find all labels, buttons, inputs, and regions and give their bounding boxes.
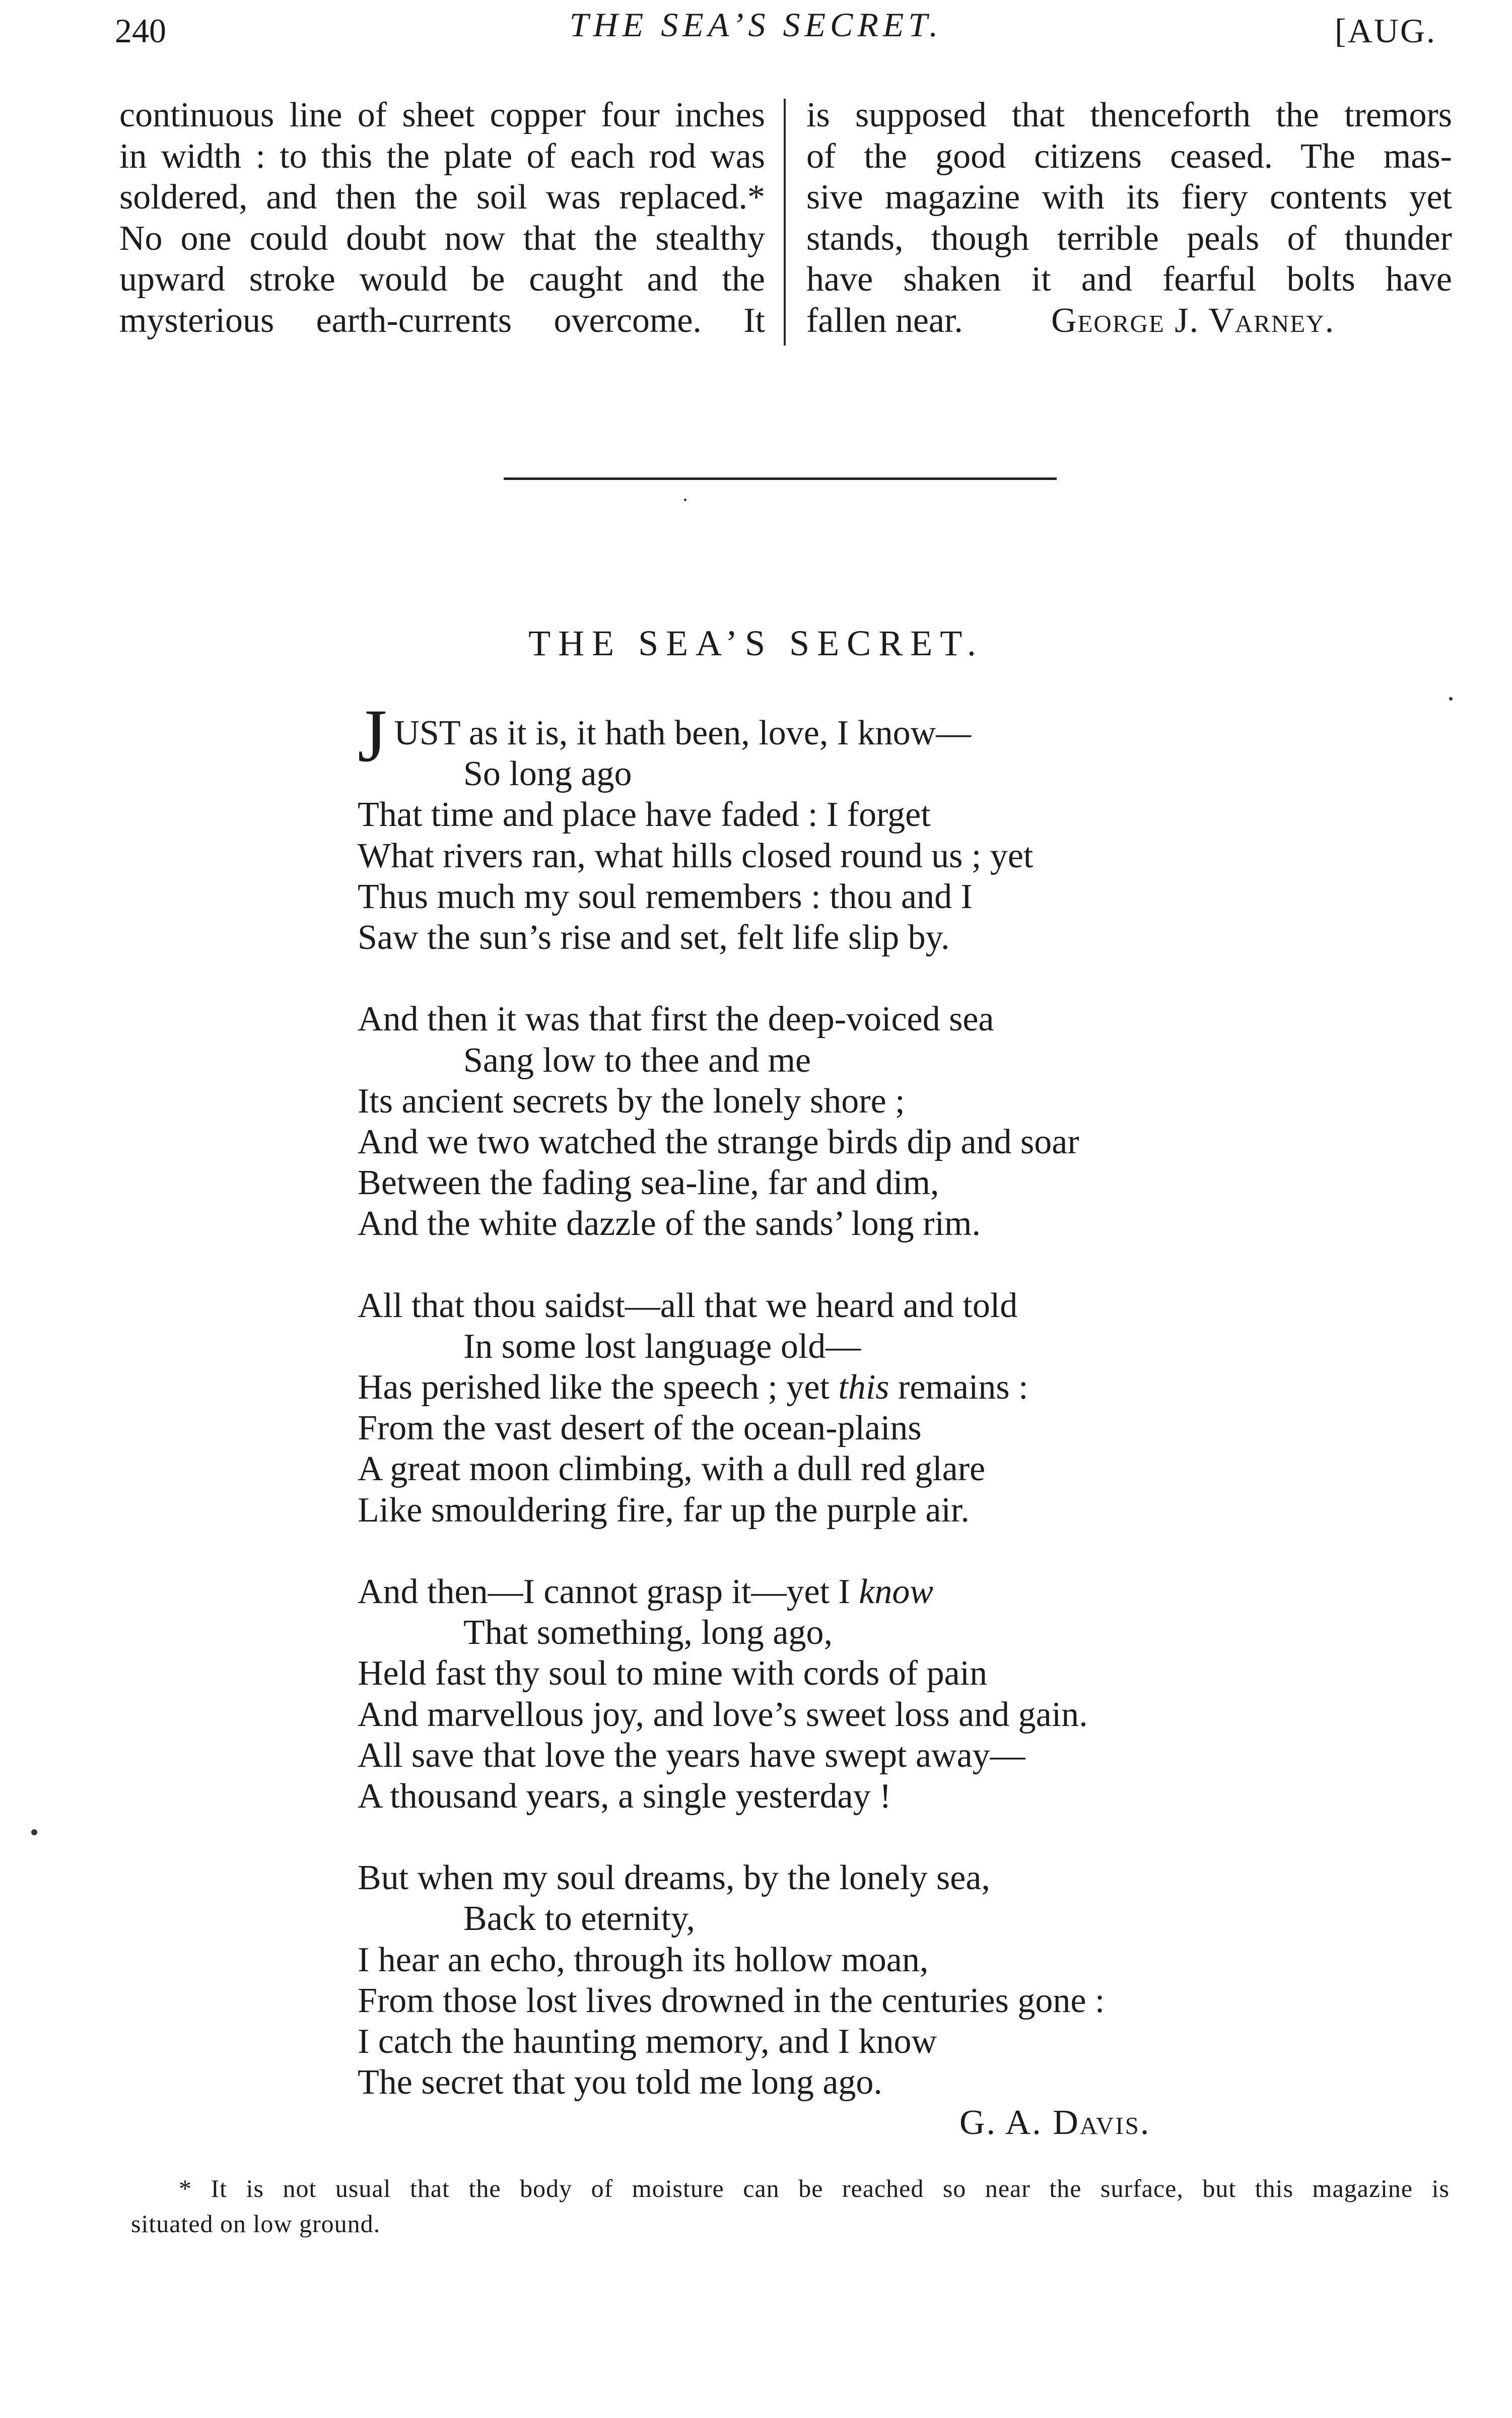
poem-line: Back to eternity, <box>463 1899 696 1939</box>
poem-line: In some lost language old— <box>463 1327 861 1366</box>
poem-line <box>358 1367 1105 1408</box>
poem-line: A thousand years, a single yesterday ! <box>358 1776 891 1816</box>
poem-line: I hear an echo, through its hollow moan, <box>358 1940 929 1979</box>
prose-line: upward stroke would be caught and the <box>119 260 765 299</box>
poem-line: All that thou saidst—all that we heard and told <box>358 1286 1018 1325</box>
poem-body <box>358 694 1105 2103</box>
poem-line: And the white dazzle of the sands’ long rim. <box>358 1204 981 1243</box>
poem-line: Its ancient secrets by the lonely shore ; <box>358 1081 905 1121</box>
poem-line: But when my soul dreams, by the lonely sea, <box>358 1858 990 1898</box>
prose-line: is supposed that thenceforth the tremors <box>806 96 1452 134</box>
poem-line: What rivers ran, what hills closed round us ; yet <box>358 836 1034 875</box>
poem-line: From the vast desert of the ocean-plains <box>358 1409 922 1448</box>
poem-line-part: remains : <box>889 1368 1028 1407</box>
poem-line: A great moon climbing, with a dull red glare <box>358 1449 986 1489</box>
poem-line: All save that love the years have swept away— <box>358 1736 1025 1775</box>
stanza-break <box>358 958 1105 999</box>
poem-line-part: And then—I cannot grasp it—yet I <box>358 1572 859 1611</box>
drop-cap: J <box>358 694 387 778</box>
prose-line: in width : to this the plate of each rod was <box>119 136 765 176</box>
prose-line: soldered, and then the soil was replaced.* <box>119 178 765 217</box>
poem-line: Sang low to thee and me <box>463 1041 811 1080</box>
scan-speck <box>684 499 686 501</box>
poem-line <box>358 1571 1105 1612</box>
poem-title: THE SEA’S SECRET. <box>528 623 984 663</box>
footnote-line: * It is not usual that the body of moisture can be reached so near the surface, but this magazine is <box>179 2174 1450 2202</box>
prose-line: of the good citizens ceased. The mas- <box>806 136 1452 176</box>
stanza-break <box>358 1817 1105 1857</box>
prose-line: have shaken it and fearful bolts have <box>806 260 1452 299</box>
poem-line: The secret that you told me long ago. <box>358 2063 882 2102</box>
running-month: [AUG. <box>1335 12 1436 50</box>
poem-line: And then it was that first the deep-voiced sea <box>358 1000 994 1039</box>
poem-line: Thus much my soul remembers : thou and I <box>358 877 973 916</box>
prose-last-line <box>806 300 1452 341</box>
running-title: THE SEA’S SECRET. <box>569 6 943 44</box>
prose-line: No one could doubt now that the stealthy <box>119 219 765 258</box>
scan-speck <box>1449 697 1453 701</box>
poem-line: And we two watched the strange birds dip and soar <box>358 1122 1079 1161</box>
poem-first-line: UST as it is, it hath been, love, I know— <box>394 714 972 752</box>
prose-line: mysterious earth-currents overcome. It <box>119 301 765 340</box>
poem-line: Between the fading sea-line, far and dim, <box>358 1163 939 1203</box>
scan-speck <box>31 1829 37 1835</box>
stanza-break <box>358 1244 1105 1285</box>
article-right-column <box>806 95 1452 341</box>
poem-line: That something, long ago, <box>463 1613 833 1652</box>
poem-italic-word: this <box>838 1368 889 1407</box>
prose-line: sive magazine with its fiery contents yet <box>806 178 1452 217</box>
poem-line: From those lost lives drowned in the centuries gone : <box>358 1981 1105 2020</box>
poem-line: And marvellous joy, and love’s sweet loss and gain. <box>358 1695 1088 1734</box>
prose-line: continuous line of sheet copper four inches <box>119 96 765 134</box>
poem-author: G. A. Davis. <box>959 2103 1151 2142</box>
article-left-column <box>119 95 765 341</box>
poem-line-part: Has perished like the speech ; yet <box>358 1368 839 1407</box>
poem-line: Held fast thy soul to mine with cords of pain <box>358 1654 988 1693</box>
poem-italic-word: know <box>859 1572 934 1611</box>
poem-line: That time and place have faded : I forget <box>358 795 931 835</box>
prose-line: fallen near. <box>806 301 963 340</box>
footnote <box>131 2171 1450 2241</box>
section-separator <box>504 477 1057 480</box>
prose-line: stands, though terrible peals of thunder <box>806 219 1452 258</box>
poem-line: I catch the haunting memory, and I know <box>358 2022 937 2061</box>
column-divider <box>784 99 786 346</box>
poem-line: Saw the sun’s rise and set, felt life slip by. <box>358 918 950 957</box>
article-author: George J. Varney. <box>1051 301 1335 340</box>
poem-line: So long ago <box>463 754 632 794</box>
page-number: 240 <box>115 12 166 50</box>
stanza-break <box>358 1531 1105 1571</box>
footnote-line: situated on low ground. <box>131 2209 381 2238</box>
poem-line: Like smouldering fire, far up the purple air. <box>358 1490 970 1530</box>
